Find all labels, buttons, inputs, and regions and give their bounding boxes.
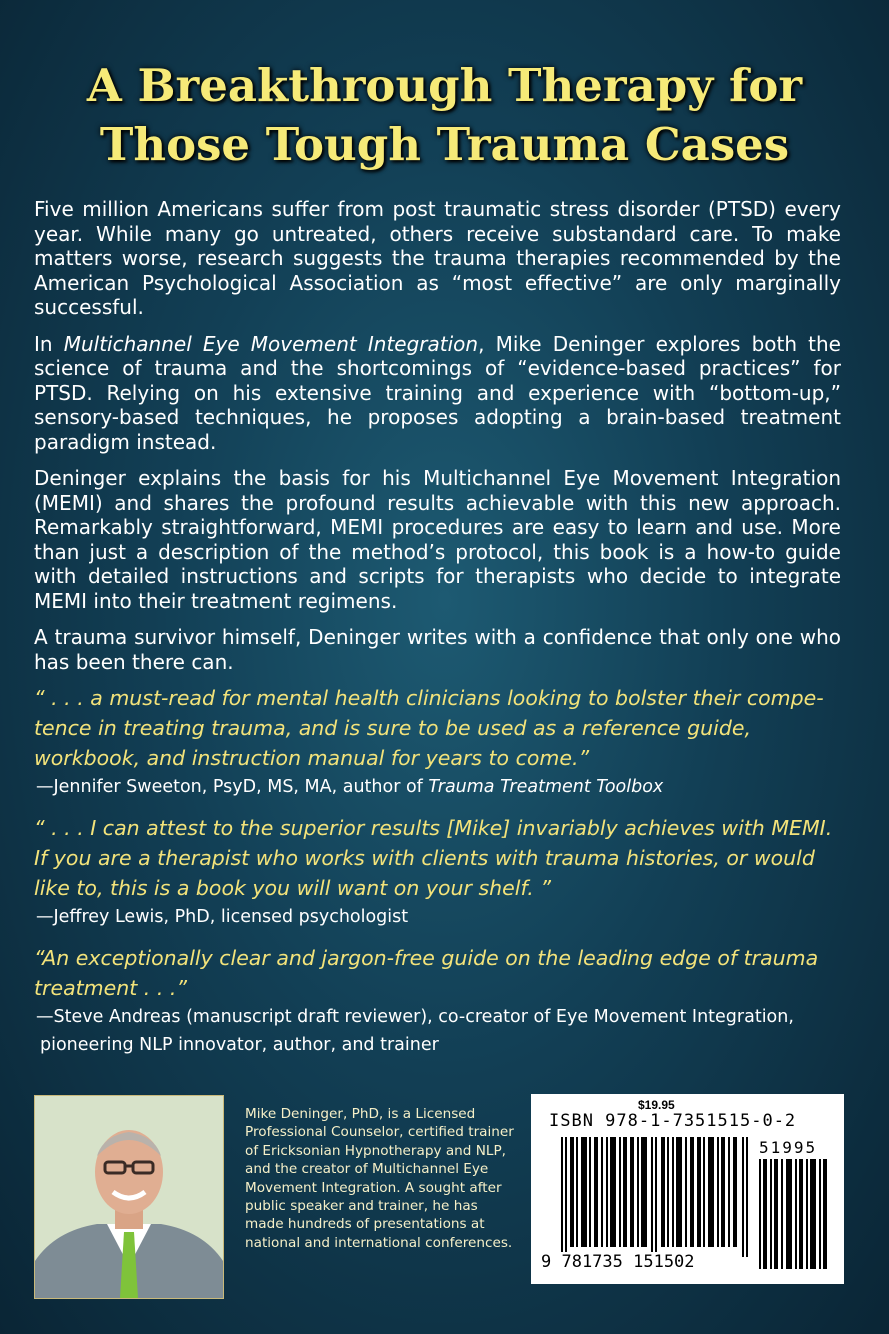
author-portrait-illustration: [35, 1096, 223, 1298]
testimonial-attribution-line-2: pioneering NLP innovator, author, and trainer: [40, 1035, 439, 1055]
testimonial-1: [34, 683, 844, 801]
ean-barcode-bars: [561, 1137, 750, 1257]
p2-rest: , Mike Deninger explores both the science of trauma and the shortcomings of “evidence-based practices” for PTSD. Relying on his extensive training and experience with “bottom-up,” sensory-based techniques, he proposes adopting a brain-based treatment paradigm instead.: [34, 331, 841, 454]
testimonial-quote: “ . . . a must-read for mental health clinicians looking to bolster their compe-tence in treating trauma, and is sure to be used as a reference guide, workbook, and instruction manual for years to come.”: [34, 686, 824, 770]
description-paragraph-3: Deninger explains the basis for his Multichannel Eye Movement Integration (MEMI) and shares the profound results achievable with this new approach. Remarkably straightforward, MEMI procedures are easy to learn and use. More than just a description of the method’s protocol, this book is a how-to guide with detailed instructions and scripts for therapists who decide to integrate MEMI into their treatment regimens.: [34, 466, 841, 613]
testimonial-2: [34, 813, 844, 931]
price-addon-bars: [759, 1159, 829, 1269]
headline-line-2: Those Tough Trauma Cases: [99, 118, 790, 171]
barcode-digits: 9 781735 151502: [541, 1252, 695, 1272]
description-paragraph-2: [34, 332, 841, 455]
description-paragraph-4: A trauma survivor himself, Deninger writes with a confidence that only one who has been there can.: [34, 625, 841, 674]
testimonials: [34, 683, 844, 1071]
testimonial-3: [34, 943, 844, 1059]
attribution-name: —Jennifer Sweeton, PsyD, MS, MA, author of: [36, 777, 429, 797]
testimonial-attribution: —Jeffrey Lewis, PhD, licensed psychologist: [36, 907, 409, 927]
book-title-inline: Multichannel Eye Movement Integration: [63, 331, 479, 356]
attribution-book-title: Trauma Treatment Toolbox: [428, 777, 664, 797]
testimonial-attribution: [34, 773, 844, 801]
price-addon-number: 51995: [759, 1138, 818, 1157]
testimonial-quote: “ . . . I can attest to the superior results [Mike] invariably achieves with MEMI. If you are a therapist who works with clients with trauma histories, or would like to, this is a book you will want on your shelf. ”: [34, 816, 833, 900]
description-paragraph-1: Five million Americans suffer from post traumatic stress disorder (PTSD) every year. While many go untreated, others receive substandard care. To make matters worse, research suggests the trauma therapies recommended by the American Psychological Association as “most effective” are only marginally successful.: [34, 197, 841, 319]
book-description: [34, 197, 841, 686]
headline-line-1: A Breakthrough Therapy for: [86, 59, 803, 112]
price: $19.95: [638, 1098, 675, 1112]
isbn-number: ISBN 978-1-7351515-0-2: [549, 1111, 797, 1131]
p2-lead: In: [34, 331, 64, 356]
author-photo: [34, 1095, 224, 1299]
testimonial-quote: “An exceptionally clear and jargon-free guide on the leading edge of trauma treatment . . .”: [34, 946, 819, 1000]
author-bio: Mike Deninger, PhD, is a Licensed Professional Counselor, certified trainer of Ericksonian Hypnotherapy and NLP, and the creator of Multichannel Eye Movement Integration. A sought after public speaker and trainer, he has made hundreds of presentations at national and international conferences.: [245, 1106, 514, 1251]
cover-headline: [0, 56, 889, 174]
testimonial-attribution: —Steve Andreas (manuscript draft reviewer), co-creator of Eye Movement Integration,: [36, 1007, 794, 1027]
isbn-barcode: [531, 1094, 844, 1284]
